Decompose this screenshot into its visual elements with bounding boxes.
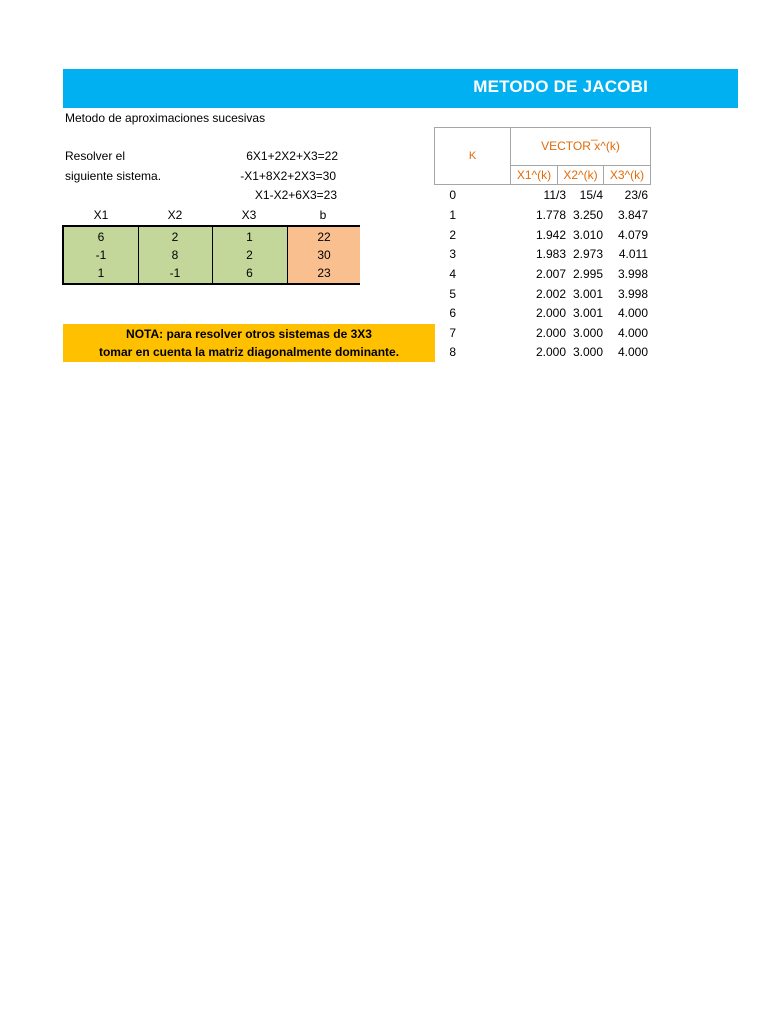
- equation-3: X1-X2+6X3=23: [254, 188, 337, 202]
- table-row: 5 2.002 3.001 3.998: [449, 287, 648, 301]
- x2-header: X2^(k): [563, 168, 598, 182]
- matrix-cell: 2: [246, 248, 253, 262]
- matrix-cell: 8: [171, 248, 179, 262]
- page-title: METODO DE JACOBI: [473, 77, 648, 96]
- subtitle: Metodo de aproximaciones sucesivas: [65, 111, 266, 125]
- problem-line-1: Resolver el: [65, 149, 126, 163]
- matrix-cell: -1: [95, 248, 107, 262]
- table-row: 8 2.000 3.000 4.000: [449, 345, 648, 359]
- matrix-header-x3: X3: [241, 208, 257, 222]
- matrix-cell: 30: [317, 248, 331, 262]
- equation-1: 6X1+2X2+X3=22: [246, 149, 338, 163]
- matrix-header-x1: X1: [93, 208, 109, 222]
- x3-header: X3^(k): [609, 168, 645, 182]
- matrix-cell: 2: [171, 230, 179, 244]
- table-row: 4 2.007 2.995 3.998: [449, 267, 648, 281]
- title-banner: [63, 69, 738, 108]
- iteration-table-header: [434, 127, 651, 185]
- note-line-2: tomar en cuenta la matriz diagonalmente dominante.: [98, 345, 400, 359]
- matrix-cell: 22: [317, 230, 331, 244]
- x1-header: X1^(k): [516, 168, 552, 182]
- matrix-cell: -1: [169, 266, 181, 280]
- matrix-header-b: b: [319, 208, 327, 222]
- table-row: 1 1.778 3.250 3.847: [449, 208, 648, 222]
- table-row: 3 1.983 2.973 4.011: [449, 247, 648, 261]
- note-box: [63, 324, 435, 362]
- k-header: K: [435, 128, 511, 184]
- matrix-cell: 6: [97, 230, 105, 244]
- equation-2: -X1+8X2+2X3=30: [240, 169, 336, 183]
- matrix-cell: 1: [246, 230, 253, 244]
- matrix-cell: 23: [317, 266, 331, 280]
- matrix-header-x2: X2: [167, 208, 183, 222]
- note-line-1: NOTA: para resolver otros sistemas de 3X3: [126, 327, 372, 341]
- matrix-cell: 6: [246, 266, 253, 280]
- coefficient-matrix: [62, 225, 360, 285]
- table-row: 0 11/3 15/4 23/6: [449, 188, 648, 202]
- problem-line-2: siguiente sistema.: [65, 169, 162, 183]
- table-row: 2 1.942 3.010 4.079: [449, 228, 648, 242]
- table-row: 6 2.000 3.001 4.000: [449, 306, 648, 320]
- table-row: 7 2.000 3.000 4.000: [449, 326, 648, 340]
- vector-header: VECTOR ̅x^(k): [511, 128, 650, 166]
- matrix-cell: 1: [97, 266, 105, 280]
